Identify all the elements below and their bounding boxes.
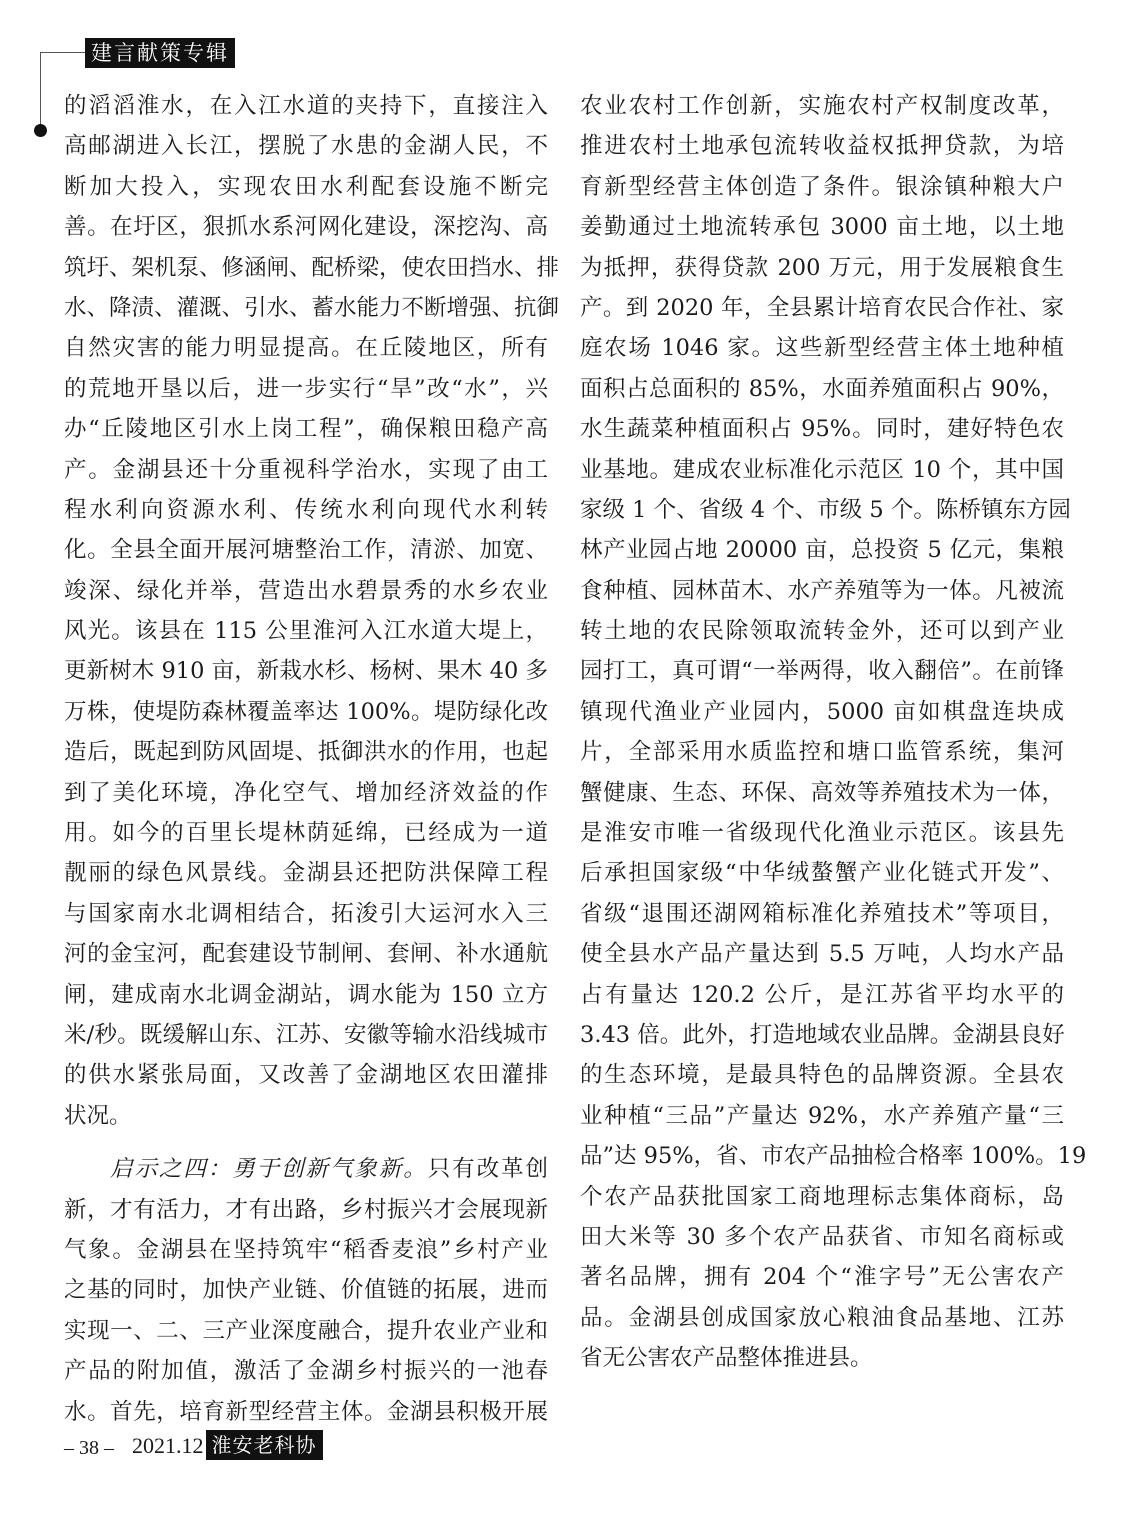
text-line: 的生态环境，是最具特色的品牌资源。全县农 bbox=[580, 1062, 1064, 1089]
text-line: 庭农场 1046 家。这些新型经营主体土地种植 bbox=[580, 335, 1064, 362]
text-line: 水。首先，培育新型经营主体。金湖县积极开展 bbox=[64, 1398, 548, 1425]
text-line: 到了美化环境，净化空气、增加经济效益的作 bbox=[64, 779, 548, 806]
text-line: 造后，既起到防风固堤、抵御洪水的作用，也起 bbox=[64, 739, 548, 766]
text-line: 品”达 95%，省、市农产品抽检合格率 100%。19 bbox=[580, 1143, 1087, 1170]
text-line: 农业农村工作创新，实施农村产权制度改革， bbox=[580, 93, 1064, 119]
text-line: 3.43 倍。此外，打造地域农业品牌。金湖县良好 bbox=[580, 1021, 1065, 1048]
text-line: 自然灾害的能力明显提高。在丘陵地区，所有 bbox=[64, 335, 548, 362]
text-line: 闸，建成南水北调金湖站，调水能为 150 立方 bbox=[64, 981, 548, 1008]
text-line: 高邮湖进入长江，摆脱了水患的金湖人民，不 bbox=[64, 133, 548, 160]
text-line: 产品的附加值，激活了金湖乡村振兴的一池春 bbox=[64, 1358, 548, 1385]
journal-name-tag: 淮安老科协 bbox=[206, 1430, 323, 1460]
text-line: 用。如今的百里长堤林荫延绵，已经成为一道 bbox=[64, 820, 548, 847]
header-rule-horizontal bbox=[40, 52, 85, 53]
text-line: 产。金湖县还十分重视科学治水，实现了由工 bbox=[64, 456, 548, 483]
issue-date: 2021.12 bbox=[132, 1433, 204, 1458]
text-line: 产。到 2020 年，全县累计培育农民合作社、家 bbox=[580, 294, 1064, 321]
text-line: 省级“退围还湖网箱标准化养殖技术”等项目， bbox=[580, 900, 1064, 927]
text-line: 与国家南水北调相结合，拓浚引大运河水入三 bbox=[64, 900, 548, 927]
text-line: 办“丘陵地区引水上岗工程”，确保粮田稳产高 bbox=[64, 416, 548, 443]
text-line: 的荒地开垦以后，进一步实行“旱”改“水”，兴 bbox=[64, 375, 548, 402]
section-heading: 启示之四：勇于创新气象新。 bbox=[110, 1156, 428, 1183]
text-line: 实现一、二、三产业深度融合，提升农业产业和 bbox=[64, 1317, 548, 1344]
text-line: 园打工，真可谓“一举两得，收入翻倍”。在前锋 bbox=[580, 658, 1064, 685]
text-line: 片，全部采用水质监控和塘口监管系统，集河 bbox=[580, 739, 1064, 766]
text-run: 只有改革创 bbox=[427, 1156, 548, 1183]
text-line: 转土地的农民除领取流转金外，还可以到产业 bbox=[580, 618, 1064, 645]
text-line: 省无公害农产品整体推进县。 bbox=[580, 1345, 873, 1372]
text-line: 推进农村土地承包流转收益权抵押贷款，为培 bbox=[580, 133, 1064, 160]
text-line: 河的金宝河，配套建设节制闸、套闸、补水通航 bbox=[64, 941, 548, 968]
text-line: 竣深、绿化并举，营造出水碧景秀的水乡农业 bbox=[64, 577, 548, 604]
left-column bbox=[64, 86, 560, 1432]
text-line: 食种植、园林苗木、水产养殖等为一体。凡被流 bbox=[580, 577, 1064, 604]
text-line: 更新树木 910 亩，新栽水杉、杨树、果木 40 多 bbox=[64, 658, 548, 685]
text-line: 蟹健康、生态、环保、高效等养殖技术为一体， bbox=[580, 779, 1064, 806]
text-line: 新，才有活力，才有出路，乡村振兴才会展现新 bbox=[64, 1196, 548, 1223]
text-line: 品。金湖县创成国家放心粮油食品基地、江苏 bbox=[580, 1304, 1064, 1331]
text-line: 著名品牌，拥有 204 个“淮字号”无公害农产 bbox=[580, 1264, 1064, 1291]
text-line: 家级 1 个、省级 4 个、市级 5 个。陈桥镇东方园 bbox=[580, 496, 1071, 523]
text-line: 之基的同时，加快产业链、价值链的拓展，进而 bbox=[64, 1277, 548, 1304]
text-line: 断加大投入，实现农田水利配套设施不断完 bbox=[64, 173, 548, 200]
text-line: 善。在圩区，狠抓水系河网化建设，深挖沟、高 bbox=[64, 214, 548, 241]
text-line: 使全县水产品产量达到 5.5 万吨，人均水产品 bbox=[580, 941, 1064, 968]
text-line: 靓丽的绿色风景线。金湖县还把防洪保障工程 bbox=[64, 860, 548, 887]
page-footer bbox=[64, 1420, 323, 1460]
text-line: 育新型经营主体创造了条件。银涂镇种粮大户 bbox=[580, 173, 1064, 200]
text-line: 万株，使堤防森林覆盖率达 100%。堤防绿化改 bbox=[64, 698, 548, 725]
text-line: 面积占总面积的 85%，水面养殖面积占 90%， bbox=[580, 375, 1064, 402]
section-tag: 建言献策专辑 bbox=[85, 38, 235, 68]
text-line: 的滔滔淮水，在入江水道的夹持下，直接注入 bbox=[64, 93, 548, 119]
header-rule-vertical bbox=[40, 52, 41, 130]
text-line: 个农产品获批国家工商地理标志集体商标，岛 bbox=[580, 1183, 1064, 1210]
text-line: 业种植“三品”产量达 92%，水产养殖产量“三 bbox=[580, 1102, 1064, 1129]
text-line: 镇现代渔业产业园内，5000 亩如棋盘连块成 bbox=[580, 698, 1064, 725]
text-line: 田大米等 30 多个农产品获省、市知名商标或 bbox=[580, 1223, 1064, 1250]
text-line: 水、降渍、灌溉、引水、蓄水能力不断增强、抗御 bbox=[64, 294, 560, 321]
paragraph-first-line bbox=[64, 1149, 548, 1189]
header-bullet-dot bbox=[34, 124, 47, 137]
text-line: 的供水紧张局面，又改善了金湖地区农田灌排 bbox=[64, 1062, 548, 1089]
text-line: 风光。该县在 115 公里淮河入江水道大堤上， bbox=[64, 618, 548, 645]
text-line: 为抵押，获得贷款 200 万元，用于发展粮食生 bbox=[580, 254, 1064, 281]
text-line: 筑圩、架机泵、修涵闸、配桥梁，使农田挡水、排 bbox=[64, 254, 560, 281]
text-line: 是淮安市唯一省级现代化渔业示范区。该县先 bbox=[580, 820, 1064, 847]
text-line: 姜勤通过土地流转承包 3000 亩土地，以土地 bbox=[580, 214, 1064, 241]
text-line: 后承担国家级“中华绒螯蟹产业化链式开发”、 bbox=[580, 860, 1064, 887]
page-number: – 38 – bbox=[64, 1437, 114, 1459]
text-line: 业基地。建成农业标准化示范区 10 个，其中国 bbox=[580, 456, 1064, 483]
text-line: 林产业园占地 20000 亩，总投资 5 亿元，集粮 bbox=[580, 537, 1064, 564]
text-line: 占有量达 120.2 公斤，是江苏省平均水平的 bbox=[580, 981, 1064, 1008]
text-line: 米/秒。既缓解山东、江苏、安徽等输水沿线城市 bbox=[64, 1021, 548, 1048]
right-column bbox=[580, 86, 1087, 1379]
text-line: 水生蔬菜种植面积占 95%。同时，建好特色农 bbox=[580, 416, 1064, 443]
text-line: 化。全县全面开展河塘整治工作，清淤、加宽、 bbox=[64, 537, 548, 564]
text-line: 气象。金湖县在坚持筑牢“稻香麦浪”乡村产业 bbox=[64, 1236, 548, 1263]
text-line: 程水利向资源水利、传统水利向现代水利转 bbox=[64, 496, 548, 523]
text-line: 状况。 bbox=[64, 1102, 132, 1129]
